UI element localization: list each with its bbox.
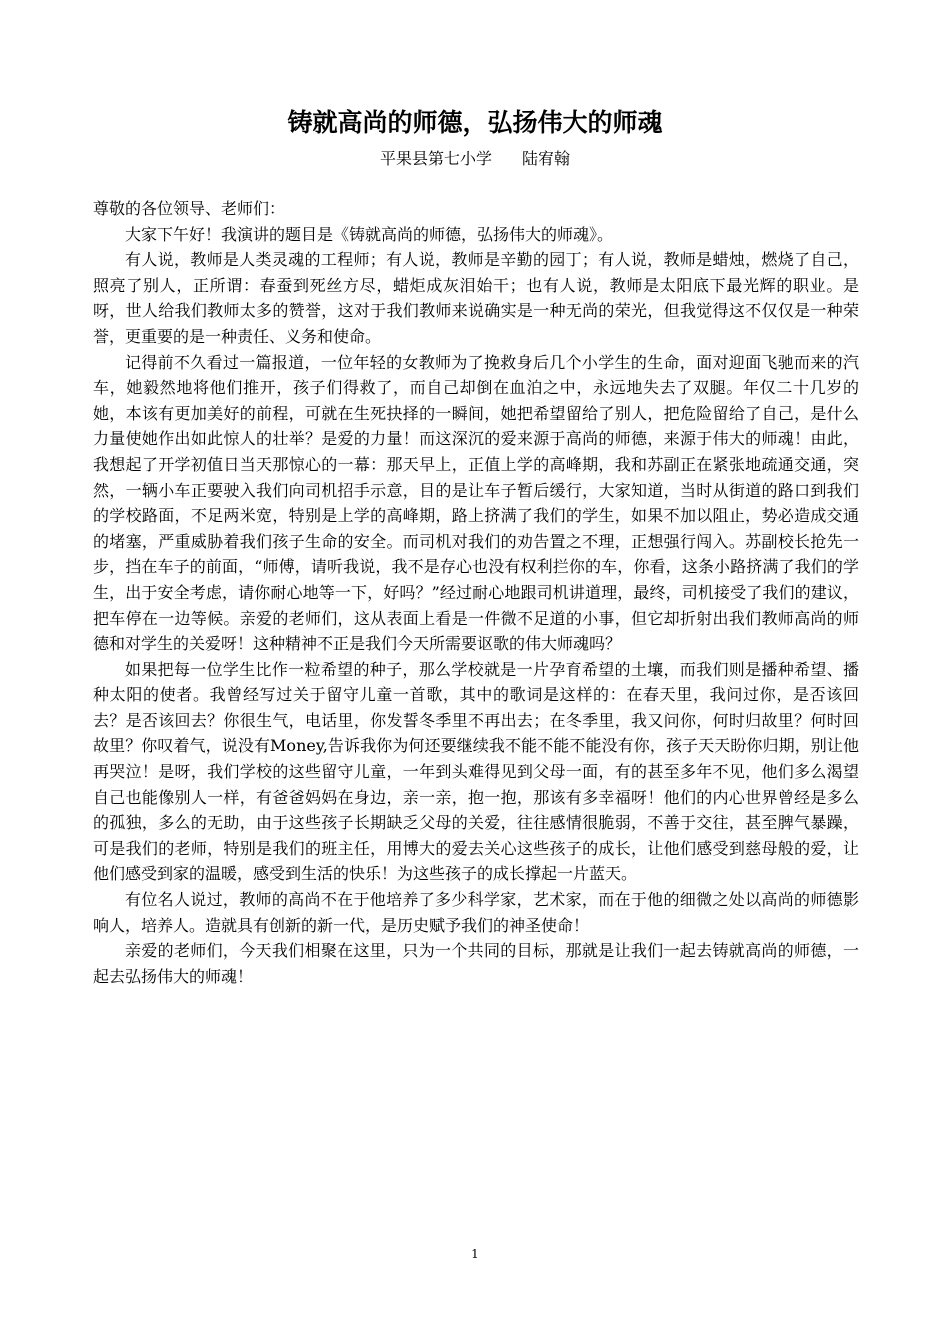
paragraph-closing: 亲爱的老师们，今天我们相聚在这里，只为一个共同的目标，那就是让我们一起去铸就高尚的师德，一起去弘扬伟大的师魂！ bbox=[93, 941, 859, 986]
salutation: 尊敬的各位领导、老师们： bbox=[93, 199, 286, 218]
document-title: 铸就高尚的师德，弘扬伟大的师魂 bbox=[287, 108, 663, 137]
paragraph-story: 记得前不久看过一篇报道，一位年轻的女教师为了挽救身后几个小学生的生命，面对迎面飞驰而来的汽车，她毅然地将他们推开，孩子们得救了，而自己却倒在血泊之中，永远地失去了双腿。年仅二十几岁的她，本该有更加美好的前程，可就在生死抉择的一瞬间，她把希望留给了别人，把危险留给了自己，是什么力量使她作出如此惊人的壮举？是爱的力量！而这深沉的爱来源于高尚的师德，来源于伟大的师魂！由此，我想起了开学初值日当天那惊心的一幕：那天早上，正值上学的高峰期，我和苏副正在紧张地疏通交通，突然，一辆小车正要驶入我们向司机招手示意，目的是让车子暂后缓行，大家知道，当时从街道的路口到我们的学校路面，不足两米宽，特别是上学的高峰期，路上挤满了我们的学生，如果不加以阻止，势必造成交通的堵塞，严重威胁着我们孩子生命的安全。而司机对我们的劝告置之不理，正想强行闯入。苏副校长抢先一步，挡在车子的前面，“师傅，请听我说，我不是存心也没有权利拦你的车，你看，这条小路挤满了我们的学生，出于安全考虑，请你耐心地等一下，好吗？”经过耐心地跟司机讲道理，最终，司机接受了我们的建议，把车停在一边等候。亲爱的老师们，这从表面上看是一件微不足道的小事，但它却折射出我们教师高尚的师德和对学生的关爱呀！这种精神不正是我们今天所需要讴歌的伟大师魂吗？ bbox=[93, 352, 859, 654]
byline bbox=[0, 147, 950, 171]
paragraph-greeting: 大家下午好！我演讲的题目是《铸就高尚的师德，弘扬伟大的师魂》。 bbox=[125, 224, 614, 244]
school-name: 平果县第七小学 bbox=[379, 149, 492, 168]
paragraph-quote: 有位名人说过，教师的高尚不在于他培养了多少科学家，艺术家，而在于他的细微之处以高尚的师德影响人，培养人。造就具有创新的新一代，是历史赋予我们的神圣使命！ bbox=[93, 890, 859, 935]
author-name: 陆宥翰 bbox=[522, 149, 571, 168]
paragraph-left-behind-children: 如果把每一位学生比作一粒希望的种子，那么学校就是一片孕育希望的土壤，而我们则是播种希望、播种太阳的使者。我曾经写过关于留守儿童一首歌，其中的歌词是这样的：在春天里，我问过你，是否该回去？是否该回去？你很生气，电话里，你发誓冬季里不再出去；在冬季里，我又问你，何时归故里？何时回故里？你叹着气，说没有Money,告诉我你为何还要继续我不能不能不能没有你，孩子天天盼你归期，别让他再哭泣！是呀，我们学校的这些留守儿童，一年到头难得见到父母一面，有的甚至多年不见，他们多么渴望自己也能像别人一样，有爸爸妈妈在身边，亲一亲，抱一抱，那该有多幸福呀！他们的内心世界曾经是多么的孤独，多么的无助，由于这些孩子长期缺乏父母的关爱，往往感情很脆弱，不善于交往，甚至脾气暴躁，可是我们的老师，特别是我们的班主任，用博大的爱去关心这些孩子的成长，让他们感受到慈母般的爱，让他们感受到家的温暖，感受到生活的快乐！为这些孩子的成长撑起一片蓝天。 bbox=[93, 659, 859, 884]
page-number: 1 bbox=[471, 1247, 479, 1261]
paragraph-teacher-praise: 有人说，教师是人类灵魂的工程师；有人说，教师是辛勤的园丁；有人说，教师是蜡烛，燃烧了自己，照亮了别人，正所谓：春蚕到死丝方尽，蜡炬成灰泪始干；也有人说，教师是太阳底下最光辉的职业。是呀，世人给我们教师太多的赞誉，这对于我们教师来说确实是一种无尚的荣光，但我觉得这不仅仅是一种荣誉，更重要的是一种责任、义务和使命。 bbox=[93, 250, 859, 346]
speech-body bbox=[93, 196, 859, 989]
